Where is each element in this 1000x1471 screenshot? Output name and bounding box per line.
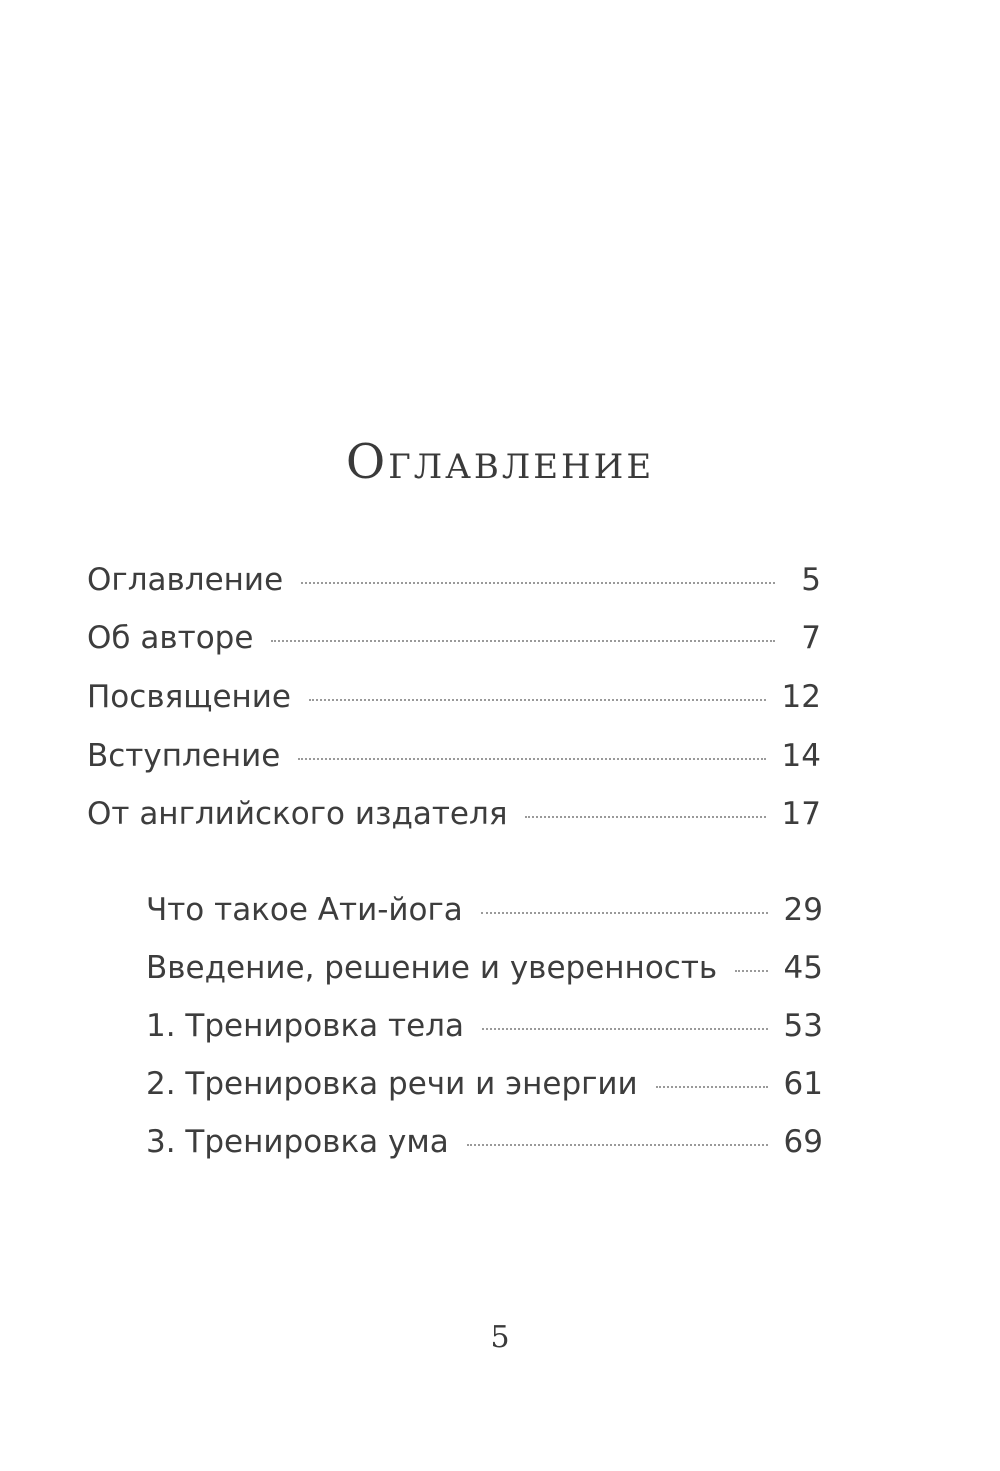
toc-entry-page: 29	[783, 892, 823, 928]
dot-leader	[482, 1028, 768, 1030]
toc-entry-title: Оглавление	[87, 562, 284, 598]
toc-entry	[87, 738, 821, 784]
toc-entry-page: 17	[781, 796, 821, 832]
toc-entry-title: 3. Тренировка ума	[146, 1124, 449, 1160]
dot-leader	[309, 699, 766, 701]
toc-entry-title: Посвящение	[87, 679, 291, 715]
toc-entry-page: 69	[783, 1124, 823, 1160]
toc-subentry	[146, 892, 823, 938]
dot-leader	[298, 758, 765, 760]
toc-entry	[87, 796, 821, 842]
toc-entry-title: 2. Тренировка речи и энергии	[146, 1066, 638, 1102]
dot-leader	[735, 970, 767, 972]
page-title: Оглавление	[345, 434, 655, 490]
toc-entry-title: От английского издателя	[87, 796, 508, 832]
dot-leader	[301, 582, 775, 584]
toc-entry	[87, 562, 821, 608]
toc-entry-title: 1. Тренировка тела	[146, 1008, 464, 1044]
dot-leader	[467, 1144, 768, 1146]
toc-entry-page: 12	[781, 679, 821, 715]
toc-entry-title: Вступление	[87, 738, 281, 774]
toc-entry-page: 53	[783, 1008, 823, 1044]
toc-subentry	[146, 1124, 823, 1170]
toc-entry	[87, 620, 821, 666]
toc-entry-title: Введение, решение и уверенность	[146, 950, 718, 986]
dot-leader	[481, 912, 768, 914]
toc-subentry	[146, 1066, 823, 1112]
toc-entry-page: 5	[801, 562, 821, 598]
toc-entry-page: 14	[781, 738, 821, 774]
toc-entry-title: Что такое Ати-йога	[146, 892, 463, 928]
dot-leader	[271, 640, 775, 642]
toc-subentry	[146, 1008, 823, 1054]
toc-entry-title: Об авторе	[87, 620, 254, 656]
toc-subentry	[146, 950, 823, 996]
toc-entry	[87, 679, 821, 725]
dot-leader	[525, 816, 765, 818]
dot-leader	[656, 1086, 768, 1088]
toc-entry-page: 61	[783, 1066, 823, 1102]
toc-entry-page: 7	[801, 620, 821, 656]
toc-entry-page: 45	[783, 950, 823, 986]
page-number: 5	[490, 1320, 510, 1355]
